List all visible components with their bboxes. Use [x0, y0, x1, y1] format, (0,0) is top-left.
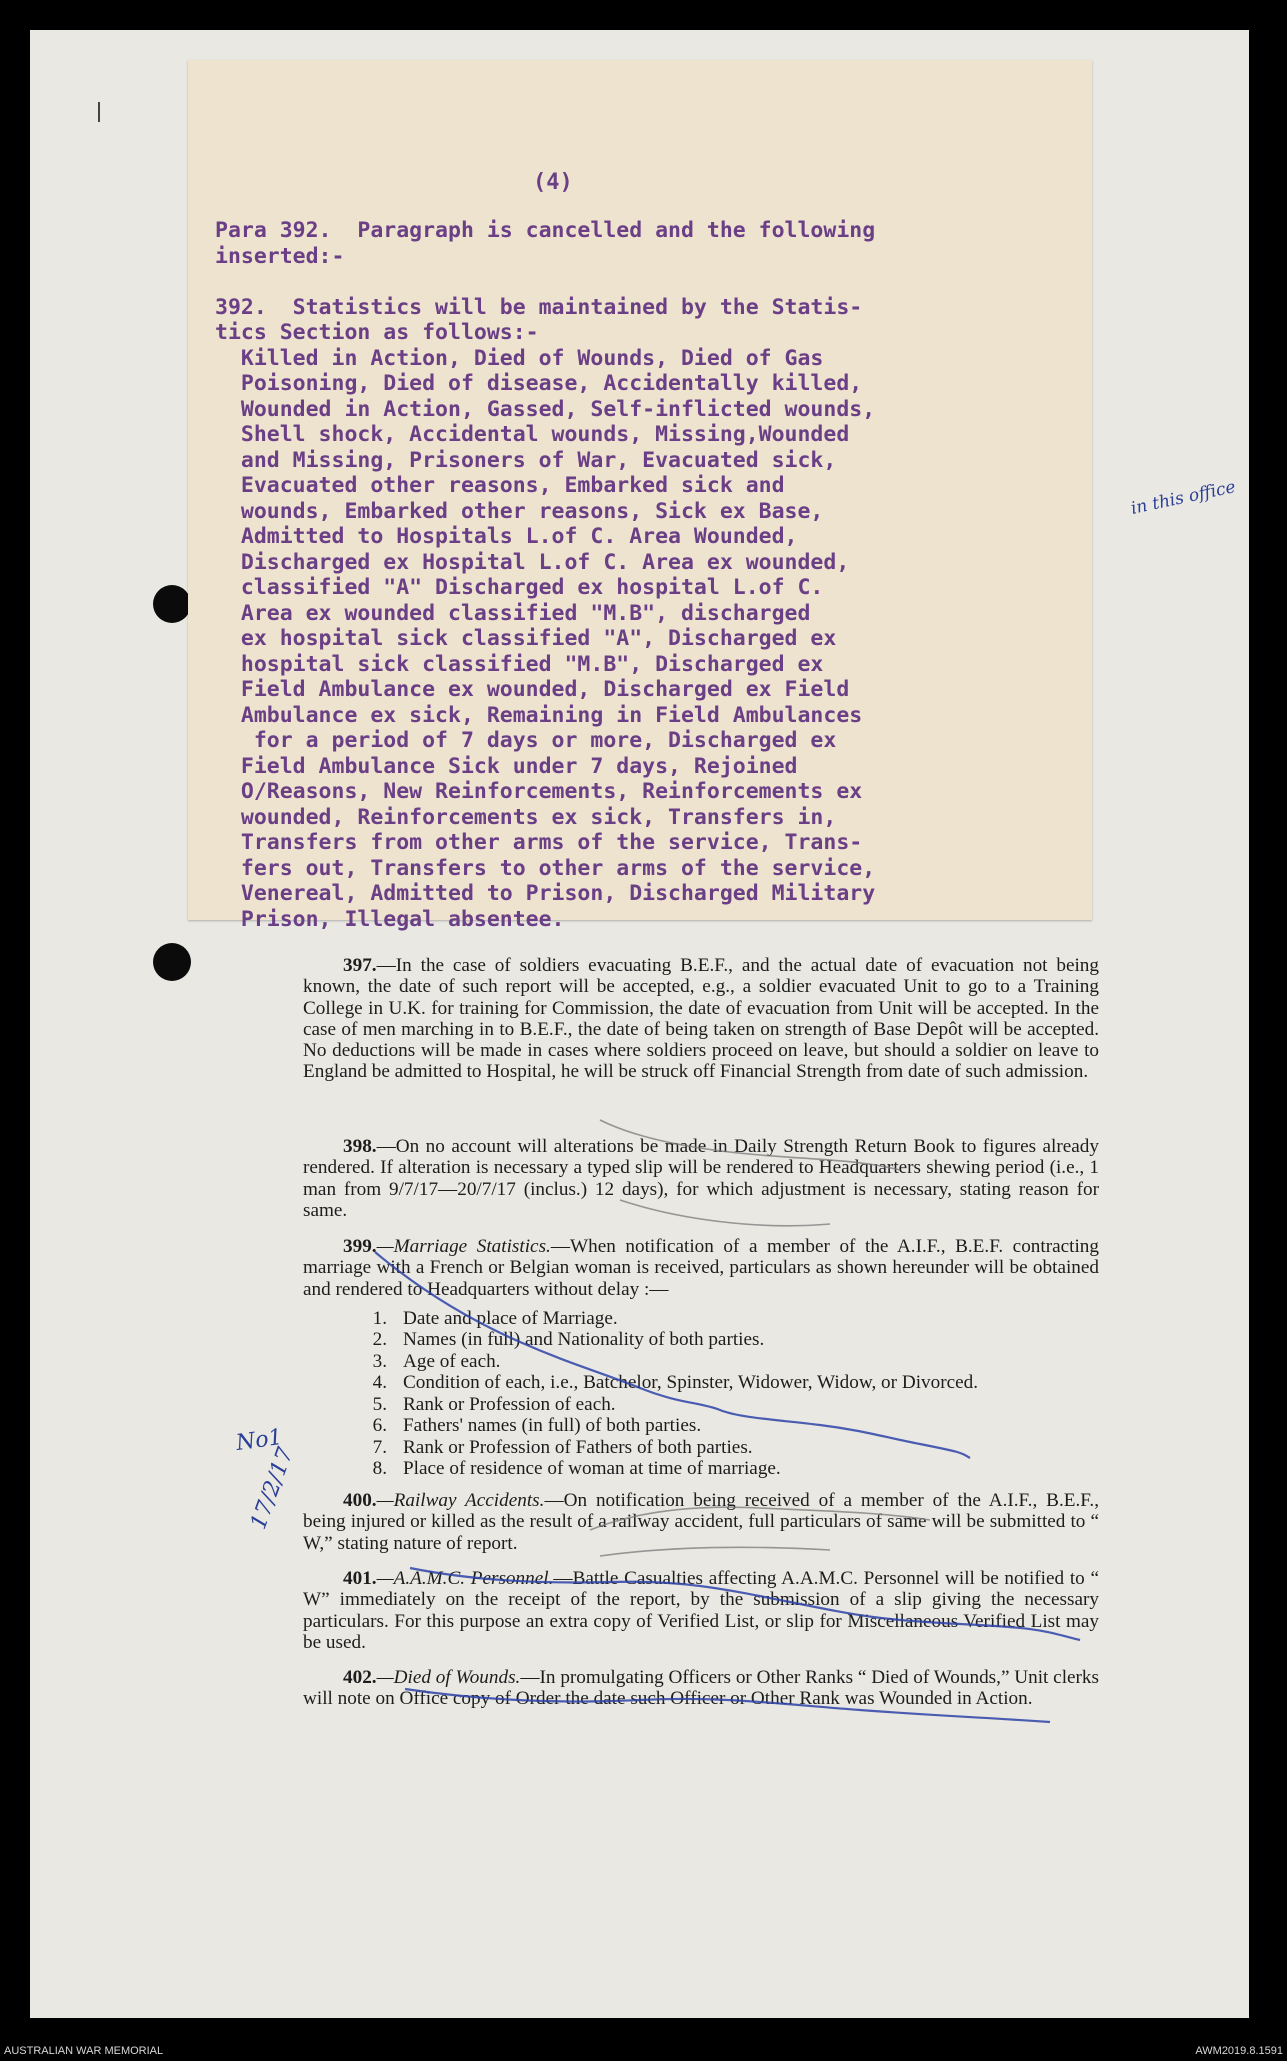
slip-line: Field Ambulance ex wounded, Discharged ex Field — [215, 677, 850, 702]
slip-line: Admitted to Hospitals L.of C. Area Wounded, — [215, 524, 798, 549]
para-399-number: 399. — [343, 1236, 377, 1257]
para-397-text: —In the case of soldiers evacuating B.E.F., and the actual date of evacuation not being known, the date of such report will be accepted, e.g., a soldier evacuated Unit to go to a Training College in U.K. for training for Commission, the date of evacuation from Unit will be accepted. In the case of men marching in to B.E.F., the date of being taken on strength of Base Depôt will be accepted. No deductions will be made in cases where soldiers proceed on leave, but should a soldier on leave to England be admitted to Hospital, he will be struck off Financial Strength from date of such admission. — [303, 955, 1099, 1083]
page-mark — [98, 102, 100, 122]
slip-line: and Missing, Prisoners of War, Evacuated sick, — [215, 447, 837, 473]
list-item-text: Age of each. — [403, 1350, 501, 1372]
slip-line: Wounded in Action, Gassed, Self-inflicted wounds, — [215, 396, 876, 422]
footer-reference: AWM2019.8.1591 — [1195, 2045, 1283, 2057]
list-item-number: 6. — [372, 1415, 387, 1437]
list-item-text: Condition of each, i.e., Batchelor, Spinster, Widower, Widow, or Divorced. — [403, 1372, 979, 1394]
list-item-number: 4. — [372, 1372, 387, 1394]
punch-hole-bottom — [153, 943, 191, 981]
slip-line: Evacuated other reasons, Embarked sick and — [215, 473, 785, 498]
list-item-text: Names (in full) and Nationality of both parties. — [403, 1329, 765, 1351]
list-item-text: Rank or Profession of Fathers of both parties. — [403, 1436, 753, 1458]
slip-line: inserted:- — [215, 243, 345, 269]
para-398-text: —On no account will alterations be made in Daily Strength Return Book to figures already rendered. If alteration is necessary a typed slip will be rendered to Headquarters shewing period (i.e., 1 man from 9/7/17—20/7/17 (inclus.) 12 days), for which adjustment is necessary, stating reason for same. — [303, 1136, 1099, 1221]
slip-line: classified "A" Discharged ex hospital L.of C. — [215, 575, 824, 600]
slip-line: for a period of 7 days or more, Discharged ex — [215, 728, 837, 753]
slip-line: Prison, Illegal absentee. — [215, 906, 565, 932]
slip-line: fers out, Transfers to other arms of the service, — [215, 855, 876, 881]
list-item-text: Fathers' names (in full) of both parties. — [403, 1415, 702, 1437]
para-401-number: 401. — [343, 1568, 377, 1589]
para-402 — [303, 1667, 1099, 1710]
para-399-text: —When notification of a member of the A.I.F., B.E.F. contracting marriage with a French or Belgian woman is received, particulars as shown hereunder will be obtained and rendered to Headquarters without delay :— — [303, 1236, 1099, 1300]
slip-text — [215, 218, 875, 932]
slip-line: ex hospital sick classified "A", Discharged ex — [215, 626, 837, 651]
para-398 — [303, 1136, 1099, 1221]
list-item — [351, 1437, 1099, 1459]
para-400 — [303, 1490, 1099, 1554]
para-399 — [303, 1236, 1099, 1480]
list-item — [351, 1415, 1099, 1437]
para-400-text: —On notification being received of a member of the A.I.F., B.E.F., being injured or killed as the result of a railway accident, full particulars of same will be submitted to “ W,” stating nature of report. — [303, 1490, 1099, 1554]
list-item — [351, 1351, 1099, 1373]
list-item-text: Place of residence of woman at time of marriage. — [403, 1458, 781, 1480]
para-401-text: —Battle Casualties affecting A.A.M.C. Personnel will be notified to “ W” immediately on the receipt of the report, by the submission of a slip giving the necessary particulars. For this purpose an extra copy of Verified List, or slip for Miscellaneous Verified List may be used. — [303, 1568, 1099, 1653]
list-item-number: 8. — [372, 1458, 387, 1480]
slip-page-number: (4) — [533, 170, 573, 195]
typed-slip — [188, 60, 1092, 932]
para-402-number: 402. — [343, 1667, 377, 1688]
slip-line: wounds, Embarked other reasons, Sick ex Base, — [215, 498, 824, 524]
list-item-number: 2. — [372, 1329, 387, 1351]
marriage-particulars-list — [351, 1308, 1099, 1480]
list-item — [351, 1394, 1099, 1416]
list-item — [351, 1372, 1099, 1394]
para-401-title: —A.A.M.C. Personnel. — [376, 1568, 554, 1589]
list-item-number: 5. — [372, 1393, 387, 1415]
slip-line: Venereal, Admitted to Prison, Discharged Military — [215, 881, 876, 906]
para-401 — [303, 1568, 1099, 1653]
para-397 — [303, 955, 1099, 1083]
slip-line: hospital sick classified "M.B", Discharged ex — [215, 651, 824, 677]
slip-line: Transfers from other arms of the service, Trans- — [215, 830, 863, 855]
slip-line — [215, 269, 875, 295]
list-item — [351, 1329, 1099, 1351]
punch-hole-top — [153, 585, 191, 623]
list-item — [351, 1458, 1099, 1480]
para-397-number: 397. — [343, 955, 377, 976]
margin-note-date: 17/2/17 — [246, 1444, 299, 1533]
footer-institution: AUSTRALIAN WAR MEMORIAL — [4, 2045, 164, 2057]
list-item-number: 1. — [372, 1307, 387, 1329]
para-402-text: —In promulgating Officers or Other Ranks “ Died of Wounds,” Unit clerks will note on Office copy of Order the date such Officer or Other Rank was Wounded in Action. — [303, 1667, 1099, 1710]
slip-line: Ambulance ex sick, Remaining in Field Ambulances — [215, 702, 863, 728]
list-item-text: Rank or Profession of each. — [403, 1393, 616, 1415]
slip-line: Para 392. Paragraph is cancelled and the following — [215, 218, 876, 243]
slip-line: Poisoning, Died of disease, Accidentally killed, — [215, 371, 863, 396]
list-item — [351, 1308, 1099, 1330]
slip-line: Field Ambulance Sick under 7 days, Rejoined — [215, 753, 798, 779]
slip-line: Killed in Action, Died of Wounds, Died of Gas — [215, 345, 824, 371]
slip-line: tics Section as follows:- — [215, 320, 539, 345]
slip-line: wounded, Reinforcements ex sick, Transfers in, — [215, 804, 837, 830]
list-item-number: 3. — [372, 1350, 387, 1372]
slip-line: Shell shock, Accidental wounds, Missing,Wounded — [215, 422, 850, 447]
para-400-title: —Railway Accidents. — [376, 1490, 545, 1511]
para-398-number: 398. — [343, 1136, 377, 1157]
slip-line: O/Reasons, New Reinforcements, Reinforcements ex — [215, 779, 863, 804]
slip-line: Area ex wounded classified "M.B", discharged — [215, 600, 811, 626]
list-item-number: 7. — [372, 1436, 387, 1458]
margin-note-right: in this office — [1129, 477, 1238, 519]
para-399-title: —Marriage Statistics. — [376, 1236, 551, 1257]
para-400-number: 400. — [343, 1490, 377, 1511]
margin-note-number: No1 — [234, 1424, 285, 1457]
list-item-text: Date and place of Marriage. — [403, 1307, 618, 1329]
para-402-title: —Died of Wounds. — [376, 1667, 521, 1688]
slip-line: Discharged ex Hospital L.of C. Area ex wounded, — [215, 549, 850, 575]
slip-line: 392. Statistics will be maintained by the Statis- — [215, 294, 863, 320]
